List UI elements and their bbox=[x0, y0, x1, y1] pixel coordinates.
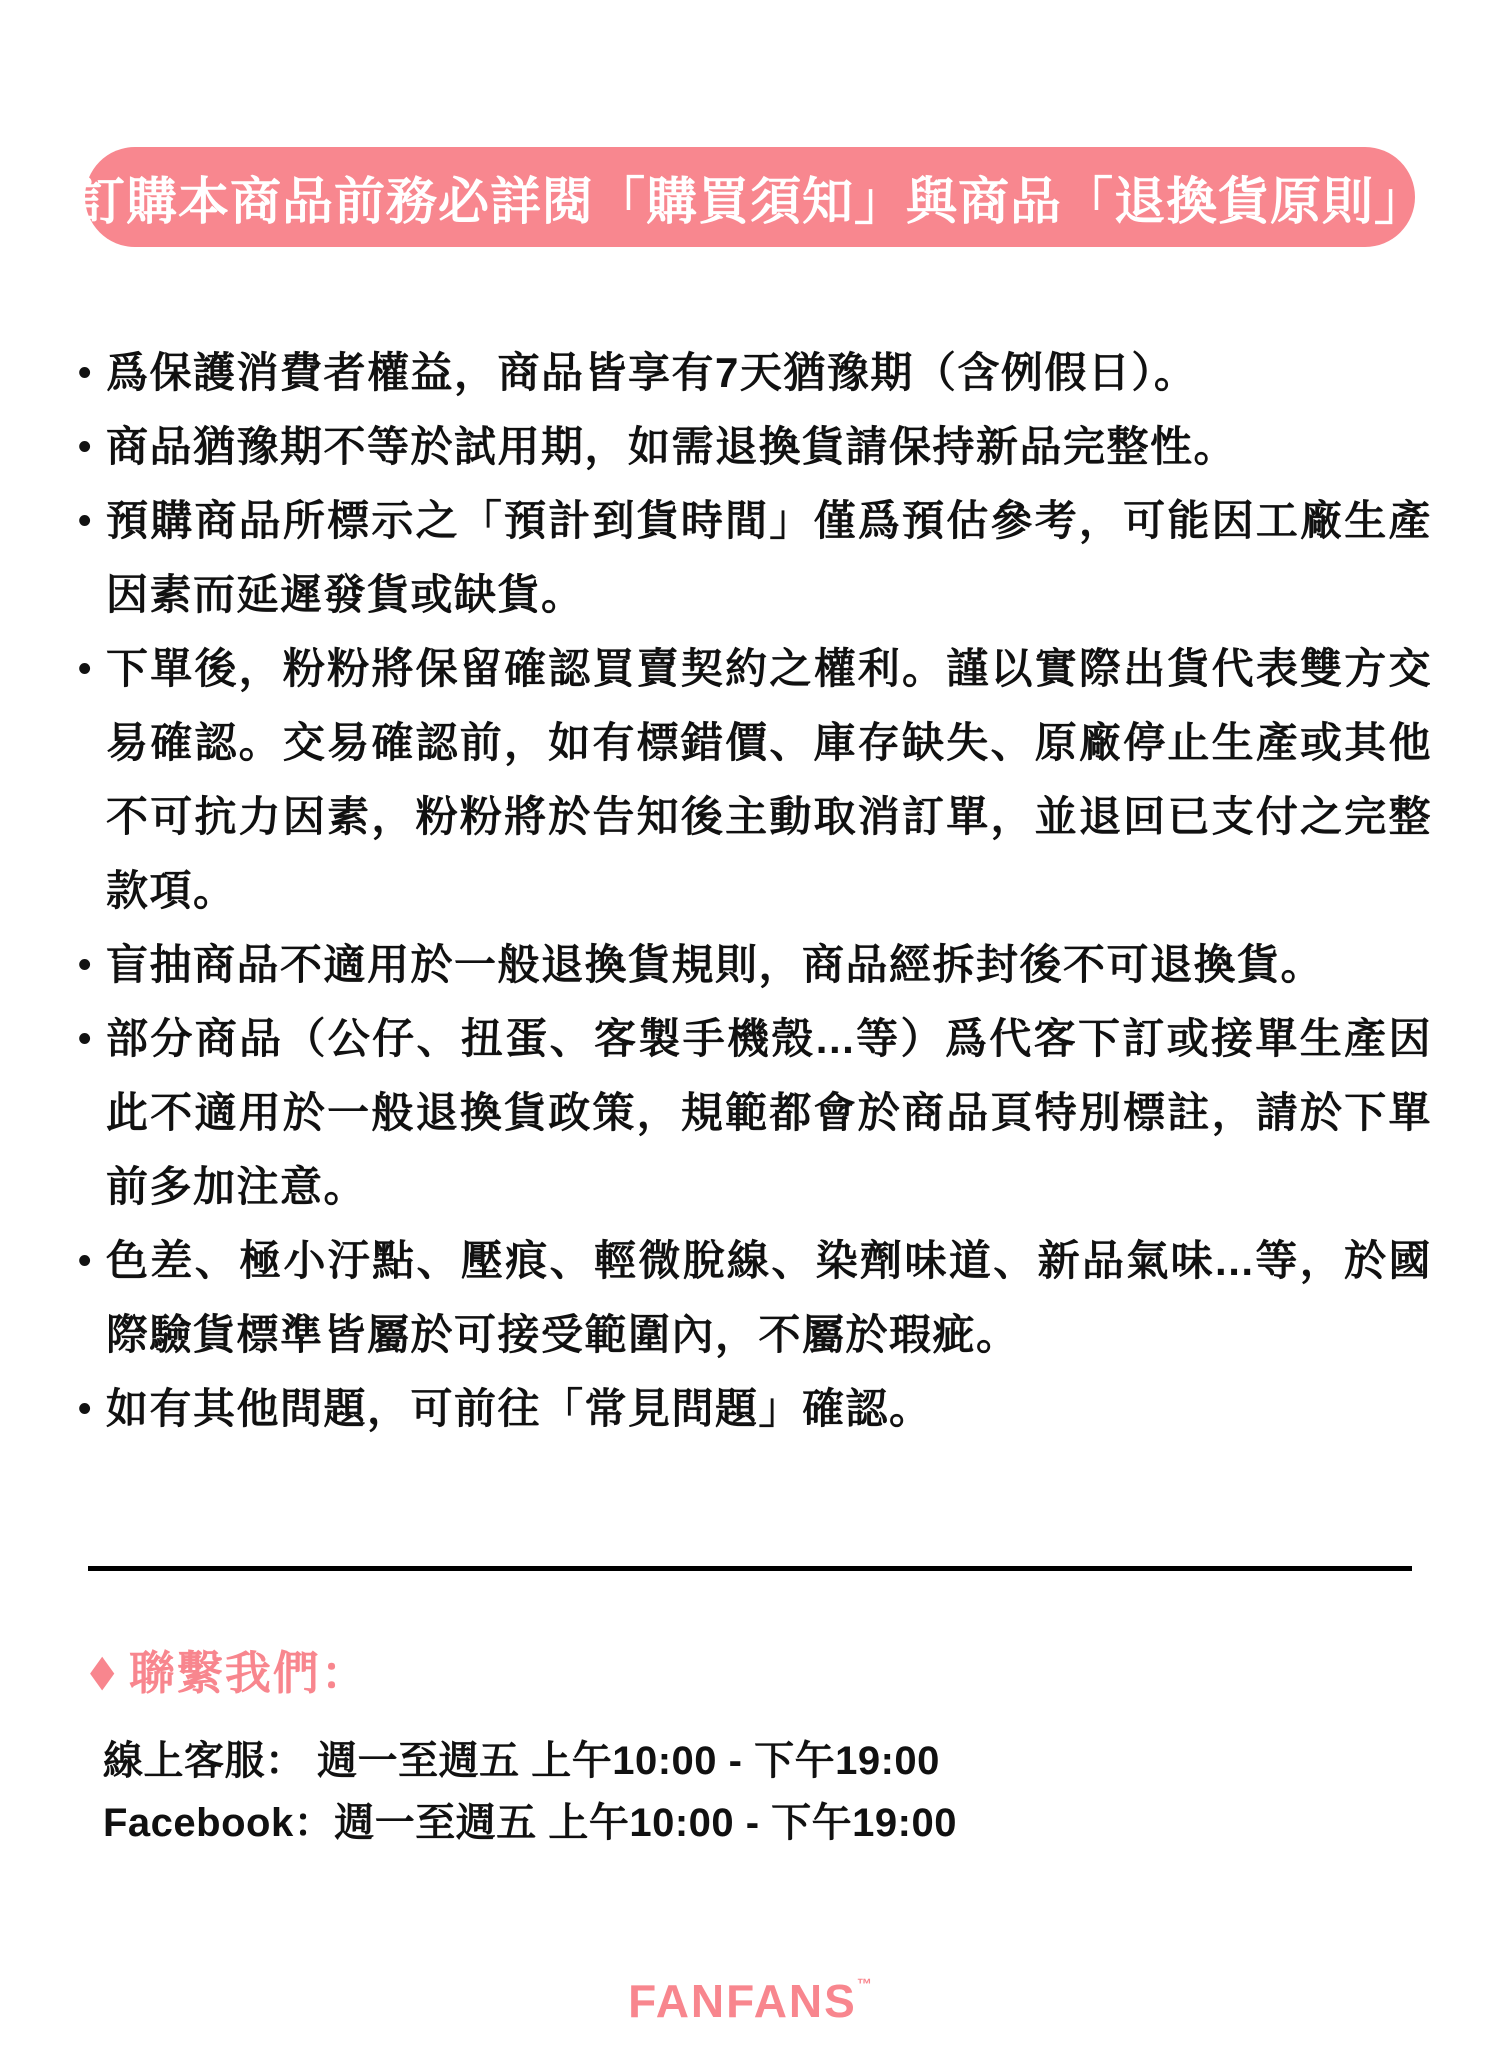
fanfans-logo-text: FANFANS bbox=[628, 1975, 857, 2027]
diamond-icon: ◆ bbox=[90, 1645, 116, 1695]
list-item bbox=[78, 484, 1432, 632]
list-item bbox=[78, 1372, 1432, 1446]
notice-text: 如有其他問題，可前往「常見問題」確認。 bbox=[106, 1385, 933, 1432]
notice-text: 下單後，粉粉將保留確認買賣契約之權利。謹以實際出貨代表雙方交易確認。交易確認前，如有標錯價、庫存缺失、原廠停止生產或其他不可抗力因素，粉粉將於告知後主動取消訂單，並退回已支付之完整款項。 bbox=[106, 645, 1432, 914]
list-item bbox=[78, 1224, 1432, 1372]
bullet-icon: • bbox=[78, 426, 93, 468]
fanfans-logo bbox=[0, 1974, 1500, 2028]
notice-list bbox=[78, 336, 1432, 1446]
bullet-icon: • bbox=[78, 1240, 93, 1282]
bullet-icon: • bbox=[78, 944, 93, 986]
notice-text: 部分商品（公仔、扭蛋、客製手機殼...等）爲代客下訂或接單生產因此不適用於一般退換貨政策，規範都會於商品頁特別標註，請於下單前多加注意。 bbox=[106, 1015, 1432, 1210]
list-item bbox=[78, 1002, 1432, 1224]
trademark-symbol: ™ bbox=[856, 1976, 872, 1993]
notice-text: 盲抽商品不適用於一般退換貨規則，商品經拆封後不可退換貨。 bbox=[106, 941, 1325, 988]
bullet-icon: • bbox=[78, 500, 93, 542]
list-item bbox=[78, 336, 1432, 410]
notice-text: 商品猶豫期不等於試用期，如需退換貨請保持新品完整性。 bbox=[106, 423, 1238, 470]
bullet-icon: • bbox=[78, 352, 93, 394]
notice-text: 爲保護消費者權益，商品皆享有7天猶豫期（含例假日）。 bbox=[106, 349, 1198, 396]
contact-heading bbox=[85, 1637, 369, 1703]
notice-text: 色差、極小汙點、壓痕、輕微脫線、染劑味道、新品氣味...等，於國際驗貨標準皆屬於可接受範圍內，不屬於瑕疵。 bbox=[106, 1237, 1432, 1358]
section-divider bbox=[88, 1566, 1412, 1571]
notice-banner bbox=[74, 147, 1427, 247]
bullet-icon: • bbox=[78, 1388, 93, 1430]
contact-heading-text: 聯繫我們： bbox=[128, 1647, 369, 1699]
bullet-icon: • bbox=[78, 648, 93, 690]
contact-info bbox=[103, 1730, 957, 1854]
list-item bbox=[78, 928, 1432, 1002]
notice-text: 預購商品所標示之「預計到貨時間」僅爲預估參考，可能因工廠生產因素而延遲發貨或缺貨。 bbox=[106, 497, 1432, 618]
contact-line-online-service: 線上客服： 週一至週五 上午10:00 - 下午19:00 bbox=[103, 1739, 940, 1783]
bullet-icon: • bbox=[78, 1018, 93, 1060]
notice-banner-text: 訂購本商品前務必詳閱「購買須知」與商品「退換貨原則」 bbox=[74, 173, 1427, 230]
list-item bbox=[78, 410, 1432, 484]
contact-line-facebook: Facebook：週一至週五 上午10:00 - 下午19:00 bbox=[103, 1801, 957, 1845]
list-item bbox=[78, 632, 1432, 928]
